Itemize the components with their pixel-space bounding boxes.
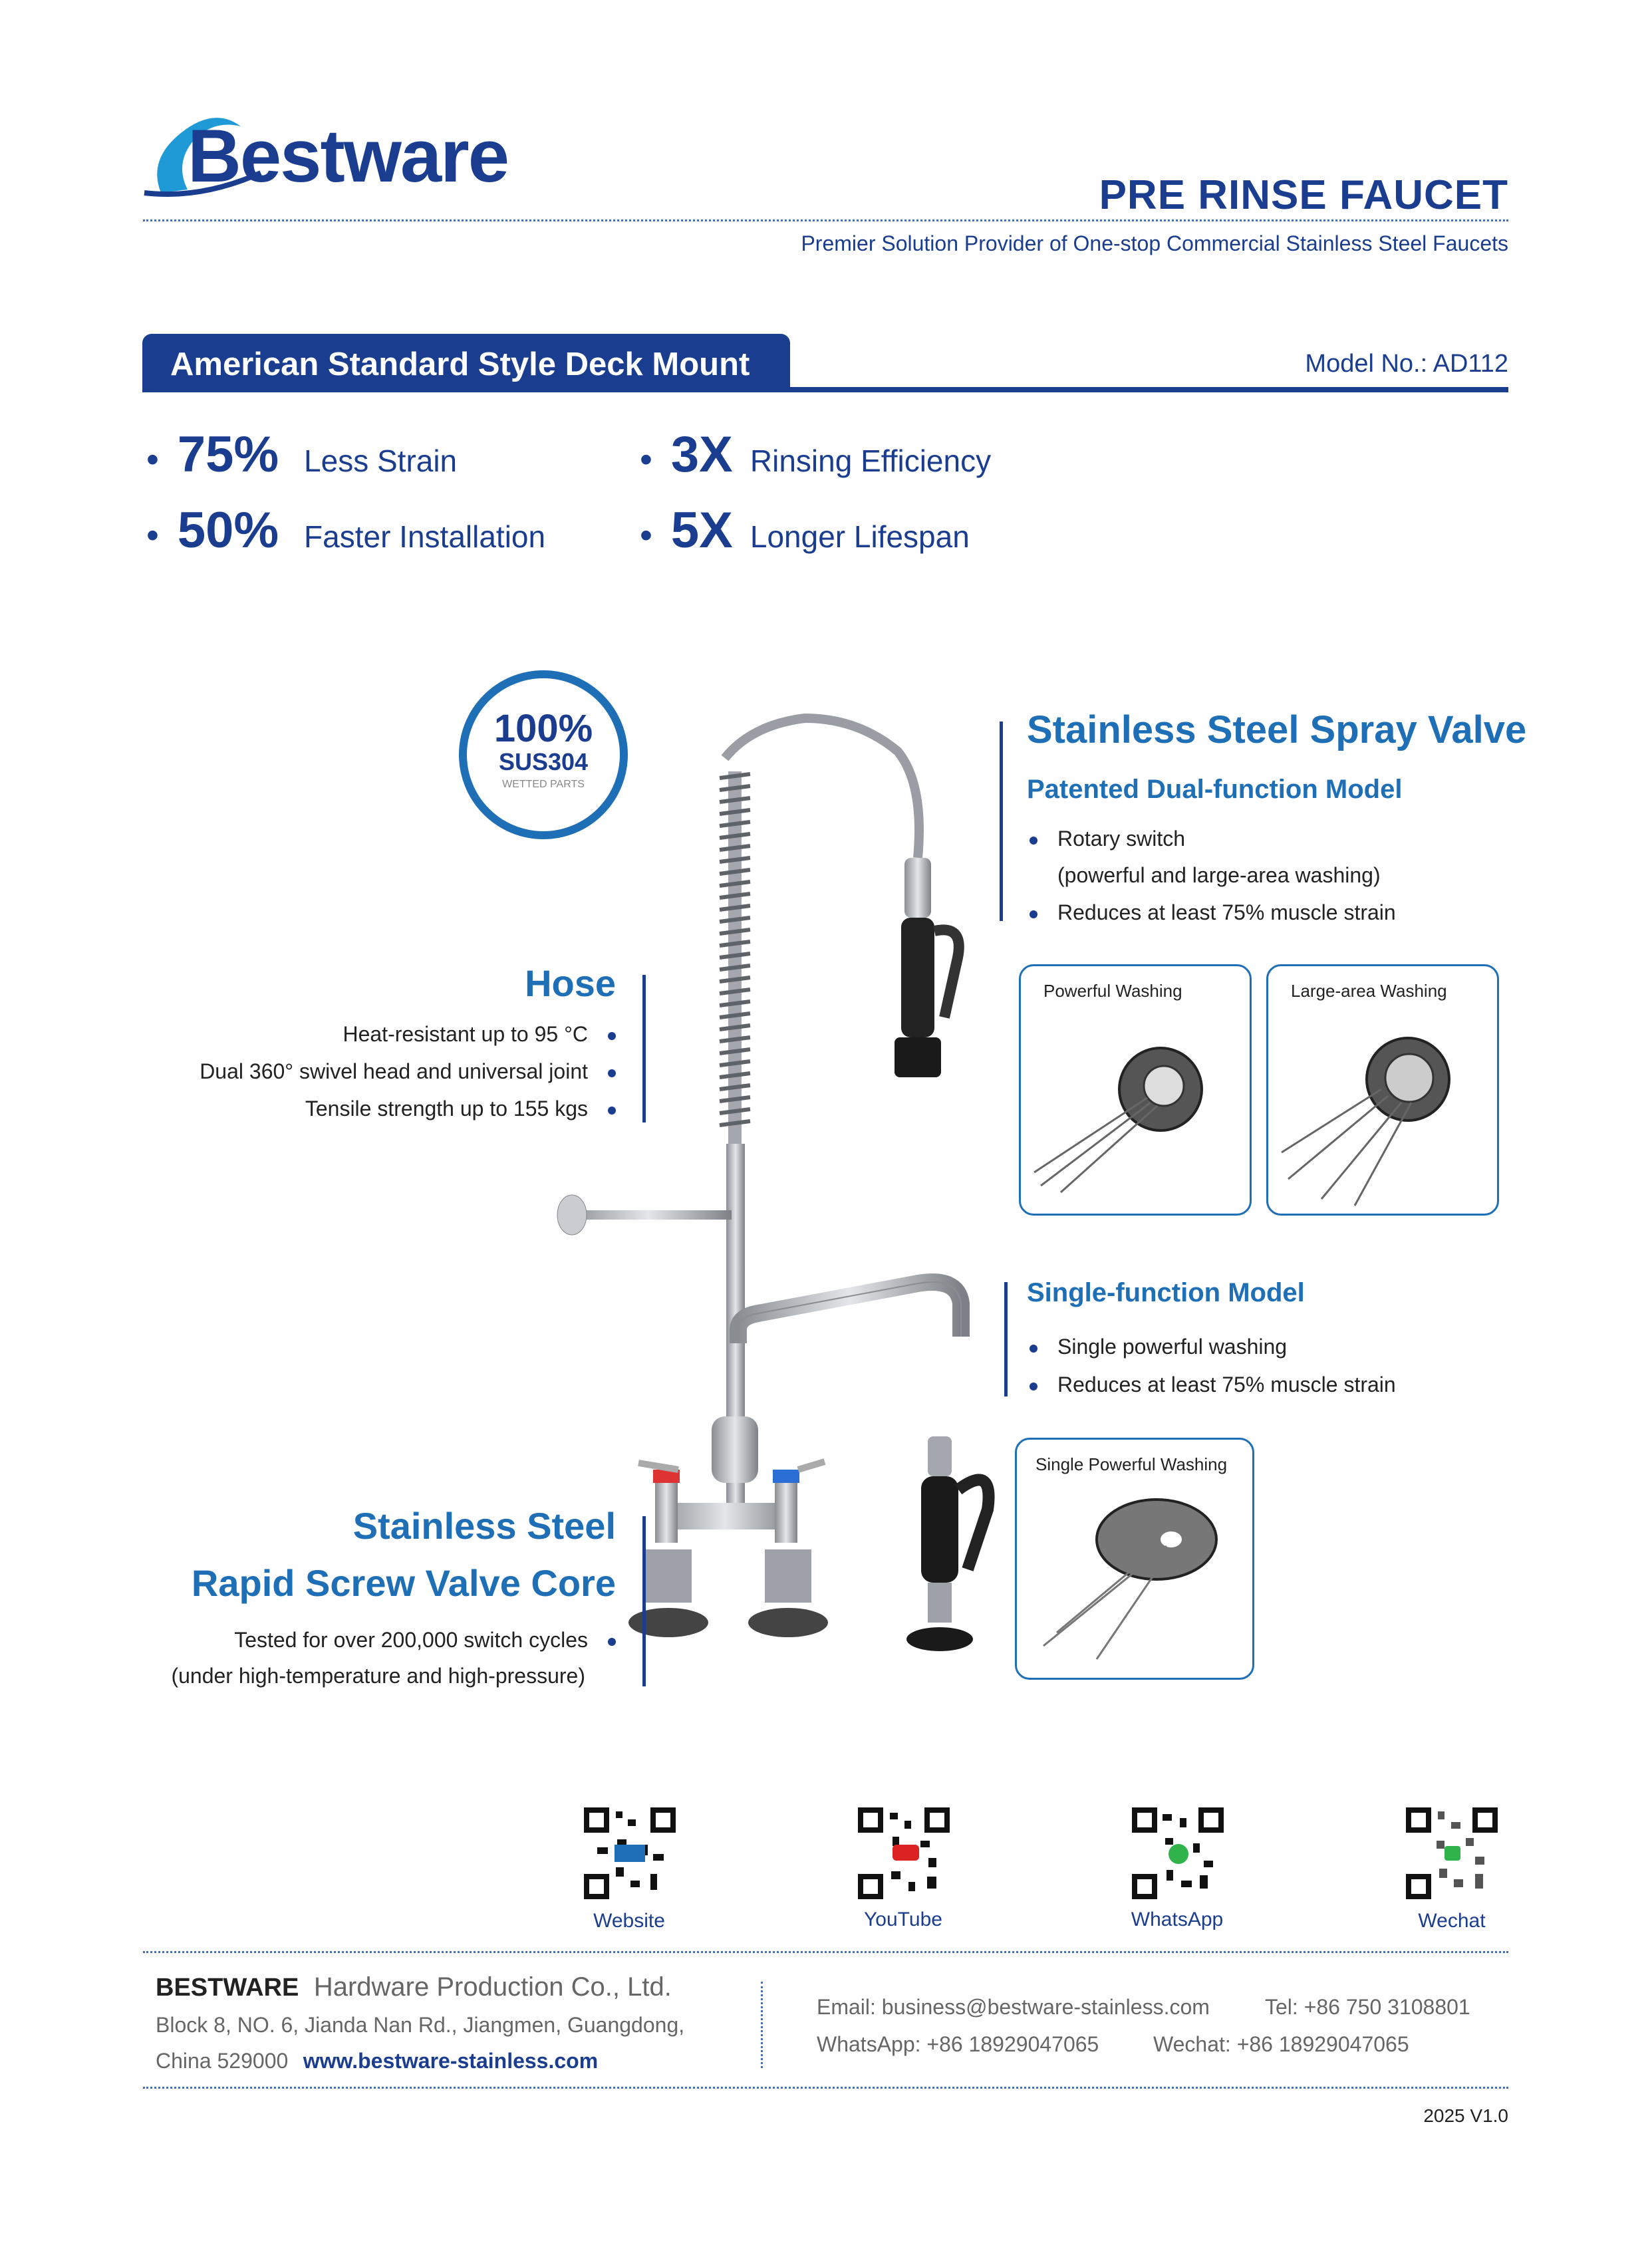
valve-core-rule	[642, 1516, 646, 1686]
valve-core-bullet-1b: (under high-temperature and high-pressure)	[171, 1664, 585, 1688]
youtube-qr-icon[interactable]	[858, 1807, 950, 1899]
spray-valve-title: Stainless Steel Spray Valve	[1027, 708, 1527, 751]
large-area-spray-icon	[1268, 966, 1497, 1214]
company-address-1: Block 8, NO. 6, Jianda Nan Rd., Jiangmen, Guangdong,	[156, 2013, 685, 2037]
footer-vertical-divider	[761, 1982, 763, 2068]
single-function-title: Single-function Model	[1027, 1278, 1305, 1307]
style-label: American Standard Style Deck Mount	[170, 346, 750, 382]
qr-label-youtube: YouTube	[864, 1909, 942, 1930]
single-function-bullet-1: Single powerful washing	[1030, 1335, 1287, 1359]
band-rule	[142, 387, 1508, 392]
hose-bullet-3: Tensile strength up to 155 kgs	[305, 1097, 616, 1121]
single-spray-icon	[1017, 1440, 1252, 1678]
version-label: 2025 V1.0	[1423, 2105, 1508, 2126]
model-number: Model No.: AD112	[1305, 350, 1508, 378]
qr-label-wechat: Wechat	[1418, 1910, 1486, 1932]
spray-valve-bullet-1: Rotary switch	[1030, 827, 1185, 851]
header-divider	[143, 219, 1508, 221]
single-function-rule	[1004, 1282, 1008, 1396]
spray-valve-rule	[1000, 722, 1003, 921]
spray-valve-subtitle: Patented Dual-function Model	[1027, 775, 1403, 804]
style-band	[142, 334, 790, 388]
company-name: BESTWARE Hardware Production Co., Ltd.	[156, 1972, 672, 2002]
page-title: PRE RINSE FAUCET	[1099, 172, 1508, 218]
single-spray-valve-illustration	[901, 1436, 1001, 1662]
valve-core-bullet-1: Tested for over 200,000 switch cycles	[234, 1628, 616, 1652]
card-single-powerful-washing: Single Powerful Washing	[1015, 1438, 1254, 1680]
footer-top-divider	[143, 1951, 1508, 1953]
brand-name: Bestware	[188, 114, 509, 198]
brand-logo	[141, 100, 509, 206]
stat-efficiency: • 3X Rinsing Efficiency	[640, 426, 992, 483]
hose-bullet-1: Heat-resistant up to 95 °C	[343, 1022, 616, 1047]
stat-lifespan: • 5X Longer Lifespan	[640, 502, 970, 559]
website-link[interactable]: www.bestware-stainless.com	[303, 2049, 599, 2073]
valve-core-title-1: Stainless Steel	[352, 1505, 616, 1547]
wechat-qr-icon[interactable]	[1406, 1807, 1498, 1899]
spray-valve-bullet-1b: (powerful and large-area washing)	[1057, 863, 1381, 887]
spray-valve-bullet-2: Reduces at least 75% muscle strain	[1030, 900, 1396, 925]
website-qr-icon[interactable]	[584, 1807, 676, 1899]
qr-label-website: Website	[593, 1910, 665, 1932]
contact-wechat: Wechat: +86 18929047065	[1153, 2032, 1409, 2056]
hose-title: Hose	[525, 962, 616, 1004]
stat-installation: • 50% Faster Installation	[146, 502, 546, 559]
card-large-area-washing: Large-area Washing	[1266, 964, 1499, 1216]
hose-rule	[642, 975, 646, 1122]
qr-label-whatsapp: WhatsApp	[1131, 1909, 1224, 1930]
valve-core-title-2: Rapid Screw Valve Core	[191, 1562, 616, 1604]
contact-whatsapp: WhatsApp: +86 18929047065	[817, 2032, 1099, 2056]
whatsapp-qr-icon[interactable]	[1132, 1807, 1224, 1899]
contact-email[interactable]: Email: business@bestware-stainless.com	[817, 1995, 1210, 2019]
stat-strain: • 75% Less Strain	[146, 426, 458, 483]
footer-bottom-divider	[143, 2087, 1508, 2089]
tagline: Premier Solution Provider of One-stop Commercial Stainless Steel Faucets	[801, 231, 1508, 255]
sus304-badge: 100% SUS304 WETTED PARTS	[459, 670, 628, 839]
contact-tel: Tel: +86 750 3108801	[1265, 1995, 1470, 2019]
single-function-bullet-2: Reduces at least 75% muscle strain	[1030, 1373, 1396, 1397]
powerful-spray-icon	[1021, 966, 1250, 1214]
card-powerful-washing: Powerful Washing	[1019, 964, 1252, 1216]
company-address-2: China 529000 www.bestware-stainless.com	[156, 2049, 599, 2073]
hose-bullet-2: Dual 360° swivel head and universal joint	[200, 1059, 616, 1084]
